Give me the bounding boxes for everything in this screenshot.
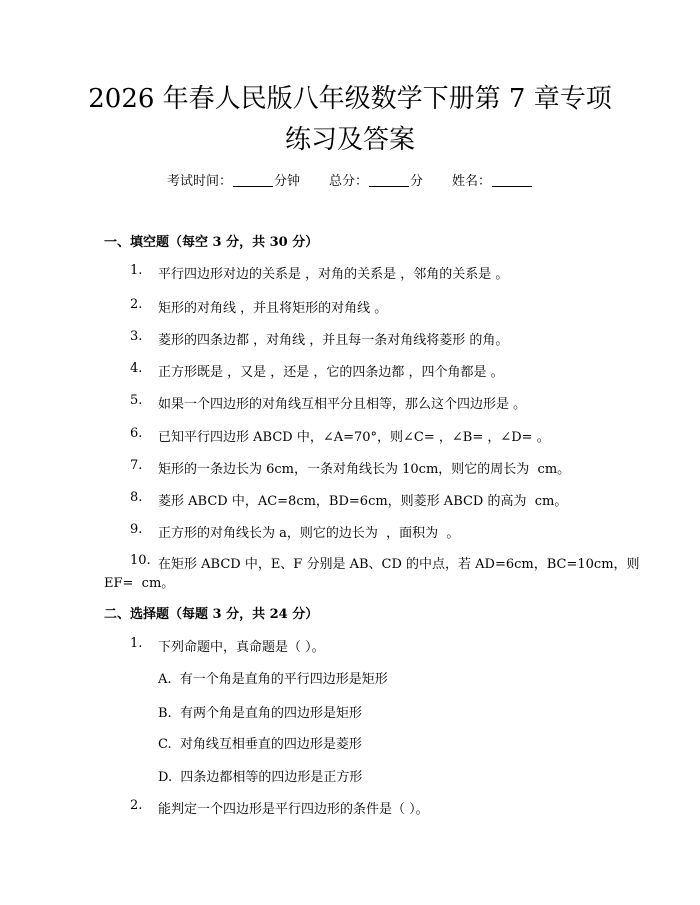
question-number: 5.: [130, 393, 143, 408]
question-number: 3.: [130, 329, 143, 344]
question-text: 如果一个四边形的对角线互相平分且相等，那么这个四边形是 。: [158, 397, 527, 412]
question-number: 1.: [130, 263, 143, 278]
question-number: 8.: [130, 490, 143, 505]
name-blank: [492, 174, 532, 187]
question-number: 9.: [130, 522, 143, 537]
question-text: 正方形的对角线长为 a，则它的边长为 ，面积为 。: [158, 526, 460, 541]
question-text: 矩形的对角线 ，并且将矩形的对角线 。: [158, 301, 388, 316]
choice-option-a: A. 有一个角是直角的平行四边形是矩形: [158, 672, 388, 687]
question-text: 矩形的一条边长为 6cm，一条对角线长为 10cm，则它的周长为 cm。: [158, 462, 571, 477]
question-text: 下列命题中，真命题是（ ）。: [158, 640, 325, 655]
question-number: 2.: [130, 297, 143, 312]
question-number: 2.: [130, 798, 143, 813]
score-blank: [369, 174, 409, 187]
question-number: 4.: [130, 361, 143, 376]
name-label: 姓名：: [451, 174, 491, 189]
section-heading-multiple-choice: 二、选择题（每题 3 分，共 24 分）: [104, 607, 319, 622]
page-title-line-2: 练习及答案: [284, 125, 415, 155]
page-title-line-1: 2026 年春人民版八年级数学下册第 7 章专项: [88, 84, 612, 114]
question-number: 7.: [130, 458, 143, 473]
question-text: 菱形的四条边都 ，对角线 ，并且每一条对角线将菱形 的角。: [158, 333, 509, 348]
section-heading-fill-blank: 一、填空题（每空 3 分，共 30 分）: [104, 235, 319, 250]
choice-option-d: D. 四条边都相等的四边形是正方形: [158, 770, 363, 785]
question-number: 1.: [130, 636, 143, 651]
question-text-continued: EF= cm。: [104, 576, 175, 591]
time-label: 考试时间：: [167, 174, 233, 189]
exam-meta: [0, 170, 700, 189]
choice-option-c: C. 对角线互相垂直的四边形是菱形: [158, 737, 362, 752]
question-text: 菱形 ABCD 中，AC=8cm，BD=6cm，则菱形 ABCD 的高为 cm。: [158, 494, 568, 509]
time-blank: [233, 174, 273, 187]
choice-option-b: B. 有两个角是直角的四边形是矩形: [158, 706, 362, 721]
score-label: 总分：: [328, 174, 368, 189]
question-text: 正方形既是 ，又是 ，还是 ，它的四条边都 ，四个角都是 。: [158, 365, 504, 380]
question-number: 6.: [130, 426, 143, 441]
question-text: 平行四边形对边的关系是 ，对角的关系是 ，邻角的关系是 。: [158, 267, 509, 282]
question-item: [130, 798, 429, 858]
question-text: 在矩形 ABCD 中，E、F 分别是 AB、CD 的中点，若 AD=6cm，BC=10cm，则: [158, 557, 640, 572]
question-text: 已知平行四边形 ABCD 中，∠A=70°，则∠C= ，∠B= ，∠D= 。: [158, 430, 550, 445]
question-text: 能判定一个四边形是平行四边形的条件是（ ）。: [158, 802, 429, 817]
question-number: 10.: [130, 553, 151, 568]
score-unit: 分: [410, 174, 424, 189]
time-unit: 分钟: [274, 174, 301, 189]
